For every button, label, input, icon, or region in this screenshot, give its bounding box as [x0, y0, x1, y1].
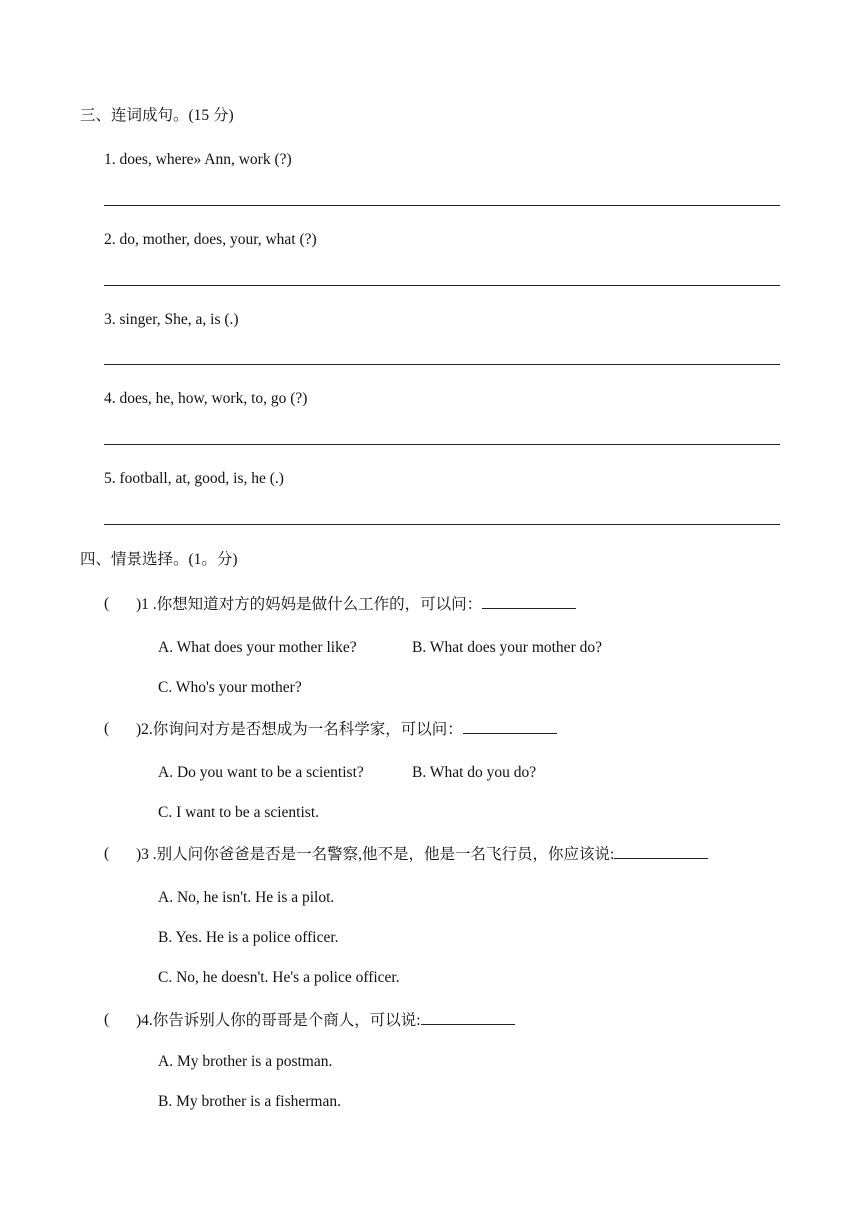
- section-4-heading: 四、情景选择。(1。分): [80, 551, 238, 568]
- answer-blank-4[interactable]: [421, 1010, 515, 1025]
- q4-option-b: B. My brother is a fisherman.: [158, 1093, 341, 1110]
- answer-line-4[interactable]: [104, 444, 780, 445]
- q1-option-b: B. What does your mother do?: [412, 639, 602, 656]
- answer-line-1[interactable]: [104, 205, 780, 206]
- q3-option-c: C. No, he doesn't. He's a police officer.: [158, 969, 400, 986]
- reorder-item-2: 2. do, mother, does, your, what (?): [104, 231, 317, 248]
- choice-question-2-text: )2.你询问对方是否想成为一名科学家，可以问：: [136, 721, 463, 738]
- answer-line-2[interactable]: [104, 285, 780, 286]
- choice-question-4: [136, 1010, 515, 1031]
- choice-question-1: [136, 594, 576, 615]
- answer-paren-2[interactable]: (: [104, 720, 110, 737]
- section-3-heading: 三、连词成句。(15 分): [80, 107, 234, 124]
- choice-question-3: [136, 844, 708, 865]
- answer-paren-3[interactable]: (: [104, 845, 110, 862]
- answer-paren-4[interactable]: (: [104, 1011, 110, 1028]
- reorder-item-1: 1. does, where» Ann, work (?): [104, 151, 292, 168]
- q1-option-a: A. What does your mother like?: [158, 639, 357, 656]
- answer-blank-3[interactable]: [614, 844, 708, 859]
- reorder-item-4: 4. does, he, how, work, to, go (?): [104, 390, 308, 407]
- answer-line-5[interactable]: [104, 524, 780, 525]
- q1-option-c: C. Who's your mother?: [158, 679, 302, 696]
- q3-option-b: B. Yes. He is a police officer.: [158, 929, 339, 946]
- q4-option-a: A. My brother is a postman.: [158, 1053, 333, 1070]
- answer-blank-2[interactable]: [463, 719, 557, 734]
- choice-question-2: [136, 719, 557, 740]
- answer-paren-1[interactable]: (: [104, 595, 110, 612]
- q3-option-a: A. No, he isn't. He is a pilot.: [158, 889, 335, 906]
- q2-option-c: C. I want to be a scientist.: [158, 804, 319, 821]
- q2-option-b: B. What do you do?: [412, 764, 537, 781]
- reorder-item-3: 3. singer, She, a, is (.): [104, 311, 239, 328]
- reorder-item-5: 5. football, at, good, is, he (.): [104, 470, 284, 487]
- choice-question-1-text: )1 .你想知道对方的妈妈是做什么工作的，可以问：: [136, 596, 483, 613]
- choice-question-3-text: )3 .别人问你爸爸是否是一名警察,他不是，他是一名飞行员，你应该说:: [136, 846, 615, 863]
- q2-option-a: A. Do you want to be a scientist?: [158, 764, 364, 781]
- choice-question-4-text: )4.你告诉别人你的哥哥是个商人，可以说:: [136, 1012, 421, 1029]
- answer-line-3[interactable]: [104, 364, 780, 365]
- answer-blank-1[interactable]: [482, 594, 576, 609]
